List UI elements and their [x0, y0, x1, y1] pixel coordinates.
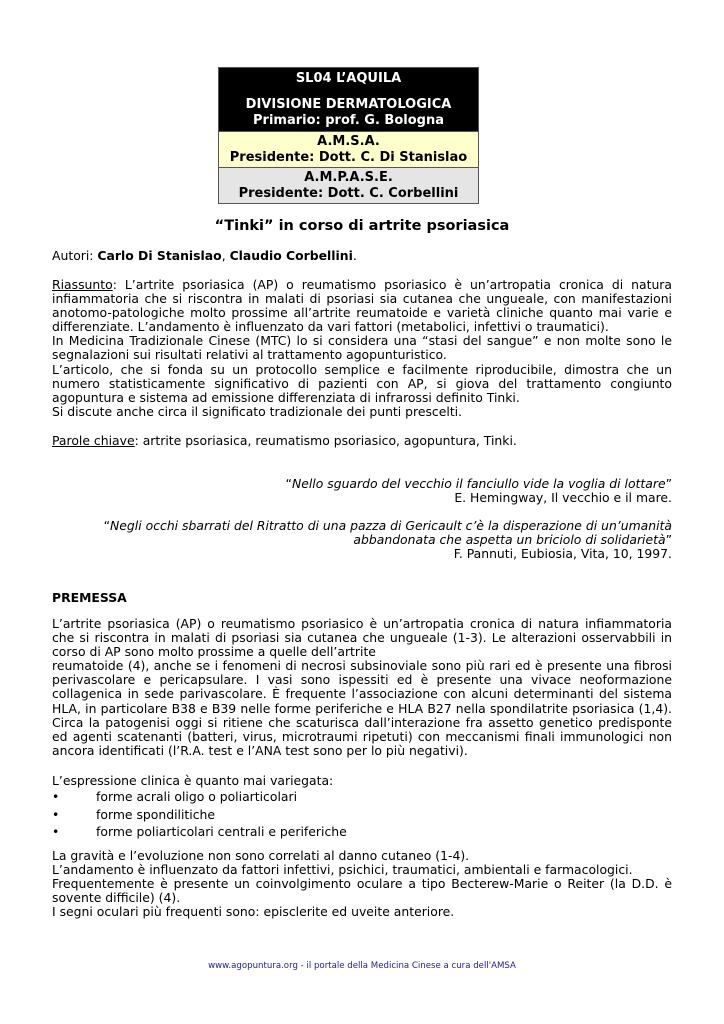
premessa-body	[52, 617, 672, 758]
document-title: “Tinki” in corso di artrite psoriasica	[214, 218, 510, 234]
keywords: Parole chiave: artrite psoriasica, reumatismo psoriasico, agopuntura, Tinki.	[52, 433, 517, 448]
quote-2-source: F. Pannuti, Eubiosia, Vita, 10, 1997.	[453, 546, 672, 562]
ampase-president: Presidente: Dott. C. Corbellini	[238, 186, 459, 201]
severity-l4: I segni oculari più frequenti sono: episclerite ed uveite anteriore.	[52, 904, 455, 920]
premessa-p2: reumatoide (4), anche se i fenomeni di necrosi subsinoviale sono più rari ed è presente una fibrosi perivascolare e pericapsulare. I vasi sono ispessiti ed è presente una vivace neoformazione collagenica in sede parivascolare. È frequente l’associazione con alcuni determinanti del sistema HLA, in particolare B38 e B39 nelle forme periferiche e HLA B27 nella spondilatrite psoriasica (1,4). Circa la patogenisi oggi si ritiene che scaturisca dall’interazione fra assetto genetico predisponte ed agenti scatenanti (batteri, virus, microtraumi ripetuti) con meccanismi finali immunologici non ancora identificati (l’R.A. test e l’ANA test sono per lo più negativi).	[52, 658, 672, 758]
severity-l1: La gravità e l’evoluzione non sono correlati al danno cutaneo (1-4).	[52, 848, 470, 863]
abstract-p3: L’articolo, che si fonda su un protocollo semplice e facilmente riproducibile, dimostra che un numero statisticamente significativo di pazienti con AP, si giova del trattamento congiunto agopuntura e sistema ad emissione differenziata di infrarossi definito Tinki.	[52, 361, 672, 405]
severity-l3: Frequentemente è presente un coinvolgimento oculare a tipo Becterew-Marie o Reiter (la D.D. è sovente difficile) (4).	[52, 876, 672, 906]
clinical-intro: L’espressione clinica è quanto mai variegata:	[52, 773, 334, 788]
quote-1: “Nello sguardo del vecchio il fanciullo vide la voglia di lottare” E. Hemingway, Il vecchio e il mare.	[52, 477, 672, 505]
header-line1: SL04 L’AQUILA	[295, 71, 402, 86]
quote-2-line1: Negli occhi sbarrati del Ritratto di una pazza di Gericault c’è la disperazione di un’umanità	[110, 518, 672, 533]
quote-2: “Negli occhi sbarrati del Ritratto di una pazza di Gericault c’è la disperazione di un’umanità abbandonata che aspetta un briciolo di solidarietà” F. Pannuti, Eubiosia, Vita, 10, 1997.	[52, 519, 672, 561]
keywords-label: Parole chiave	[52, 433, 135, 448]
header-ampase-band	[219, 167, 478, 203]
quote-2-line2: abbandonata che aspetta un briciolo di solidarietà	[353, 532, 666, 548]
author-1: Carlo Di Stanislao	[97, 248, 222, 263]
header-line3: Primario: prof. G. Bologna	[253, 113, 444, 128]
amsa-president: Presidente: Dott. C. Di Stanislao	[229, 150, 468, 165]
premessa-p1: L’artrite psoriasica (AP) o reumatismo psoriasico è un’artropatia cronica di natura infiammatoria che si riscontra in malati di psoriasi sia cutanea che ungueale (1-3). Le alterazioni osservabbili in corso di AP sono molto prossime a quelle dell’artrite	[52, 616, 672, 660]
header-black-band	[219, 68, 478, 131]
authors-line: Autori: Carlo Di Stanislao, Claudio Corbellini.	[52, 248, 357, 263]
premessa-heading: PREMESSA	[52, 590, 127, 605]
header-box	[218, 67, 479, 204]
severity-section	[52, 849, 672, 919]
header-line2: DIVISIONE DERMATOLOGICA	[245, 97, 452, 112]
header-amsa-band	[219, 131, 478, 167]
abstract	[52, 278, 672, 419]
quote-1-source: E. Hemingway, Il vecchio e il mare.	[454, 490, 672, 506]
ampase-label: A.M.P.A.S.E.	[304, 170, 393, 185]
abstract-p4: Si discute anche circa il significato tradizionale dei punti prescelti.	[52, 403, 463, 419]
abstract-p2: In Medicina Tradizionale Cinese (MTC) lo si considera una “stasi del sangue” e non molte sono le segnalazioni sui risultati relativi al trattamento agopunturistico.	[52, 333, 672, 363]
abstract-label: Riassunto	[52, 277, 113, 292]
author-2: Claudio Corbellini	[229, 248, 353, 263]
clinical-section	[52, 774, 672, 840]
footer-link[interactable]: www.agopuntura.org - il portale della Medicina Cinese a cura dell'AMSA	[208, 961, 516, 971]
amsa-label: A.M.S.A.	[317, 134, 380, 149]
list-item: • forme spondilitiche	[52, 806, 215, 822]
quote-1-text: Nello sguardo del vecchio il fanciullo vide la voglia di lottare	[291, 476, 666, 491]
abstract-p1: Riassunto: L’artrite psoriasica (AP) o reumatismo psoriasico è un’artropatia cronica di natura infiammatoria che si riscontra in malati di psoriasi sia cutanea che ungueale, con manifestazioni anotomo-patologiche molto prossime all’artrite reumatoide e varietà cliniche quanto mai varie e differenziate. L’andamento è influenzato da vari fattori (metabolici, infettivi o traumatici).	[52, 277, 672, 335]
list-item: • forme acrali oligo o poliarticolari	[52, 789, 298, 805]
clinical-list	[52, 788, 672, 840]
severity-l2: L’andamento è influenzato da fattori infettivi, psichici, traumatici, ambientali e farmacologici.	[52, 862, 633, 878]
list-item: • forme poliarticolari centrali e periferiche	[52, 823, 347, 839]
